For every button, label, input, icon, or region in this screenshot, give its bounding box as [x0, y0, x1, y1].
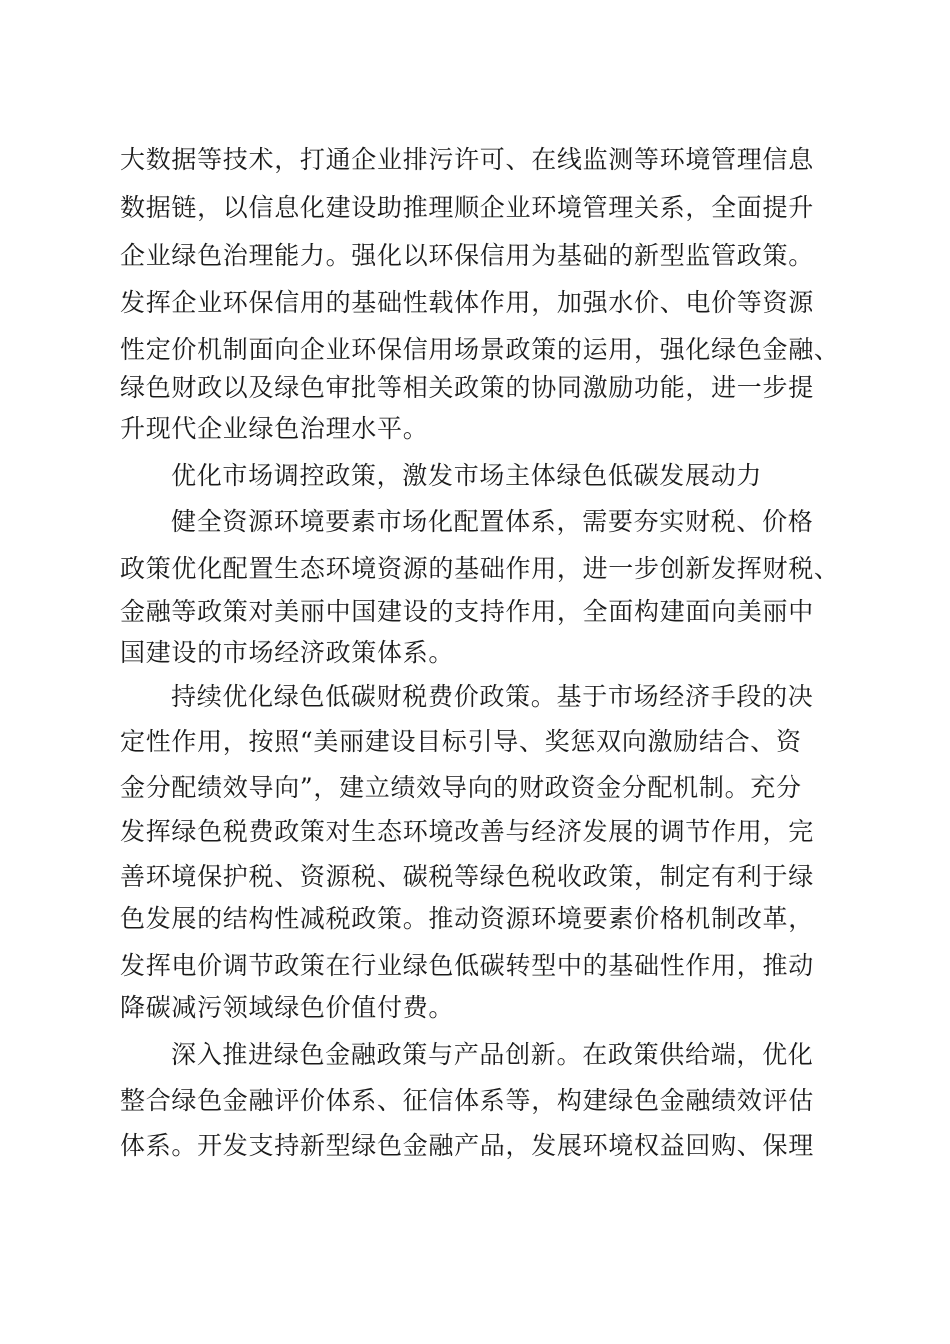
text-line: 数据链，以信息化建设助推理顺企业环境管理关系，全面提升 — [120, 193, 814, 222]
text-line: 大数据等技术，打通企业排污许可、在线监测等环境管理信息 — [120, 145, 814, 174]
text-line: 国建设的市场经济政策体系。 — [120, 638, 455, 667]
text-line: 金融等政策对美丽中国建设的支持作用，全面构建面向美丽中 — [120, 597, 814, 626]
text-line: 体系。开发支持新型绿色金融产品，发展环境权益回购、保理 — [120, 1131, 814, 1160]
text-line: 整合绿色金融评价体系、征信体系等，构建绿色金融绩效评估 — [120, 1086, 814, 1115]
text-line: 绿色财政以及绿色审批等相关政策的协同激励功能，进一步提 — [120, 373, 814, 402]
text-line: 持续优化绿色低碳财税费价政策。基于市场经济手段的决 — [171, 682, 814, 711]
text-line: 健全资源环境要素市场化配置体系，需要夯实财税、价格 — [171, 507, 814, 536]
section-heading: 优化市场调控政策，激发市场主体绿色低碳发展动力 — [171, 461, 763, 490]
text-line: 金分配绩效导向”，建立绩效导向的财政资金分配机制。充分 — [120, 773, 802, 802]
text-line: 性定价机制面向企业环保信用场景政策的运用，强化绿色金融、 — [120, 335, 840, 364]
text-line: 升现代企业绿色治理水平。 — [120, 414, 429, 443]
text-line: 善环境保护税、资源税、碳税等绿色税收政策，制定有利于绿 — [120, 862, 814, 891]
text-line: 发挥绿色税费政策对生态环境改善与经济发展的调节作用，完 — [120, 817, 814, 846]
text-line: 降碳减污领域绿色价值付费。 — [120, 993, 455, 1022]
text-line: 政策优化配置生态环境资源的基础作用，进一步创新发挥财税、 — [120, 554, 840, 583]
text-line: 色发展的结构性减税政策。推动资源环境要素价格机制改革， — [120, 904, 814, 933]
text-line: 发挥企业环保信用的基础性载体作用，加强水价、电价等资源 — [120, 288, 814, 317]
text-line: 发挥电价调节政策在行业绿色低碳转型中的基础性作用，推动 — [120, 951, 814, 980]
text-line: 企业绿色治理能力。强化以环保信用为基础的新型监管政策。 — [120, 241, 814, 270]
text-line: 深入推进绿色金融政策与产品创新。在政策供给端，优化 — [171, 1040, 814, 1069]
text-line: 定性作用，按照“美丽建设目标引导、奖惩双向激励结合、资 — [120, 727, 802, 756]
